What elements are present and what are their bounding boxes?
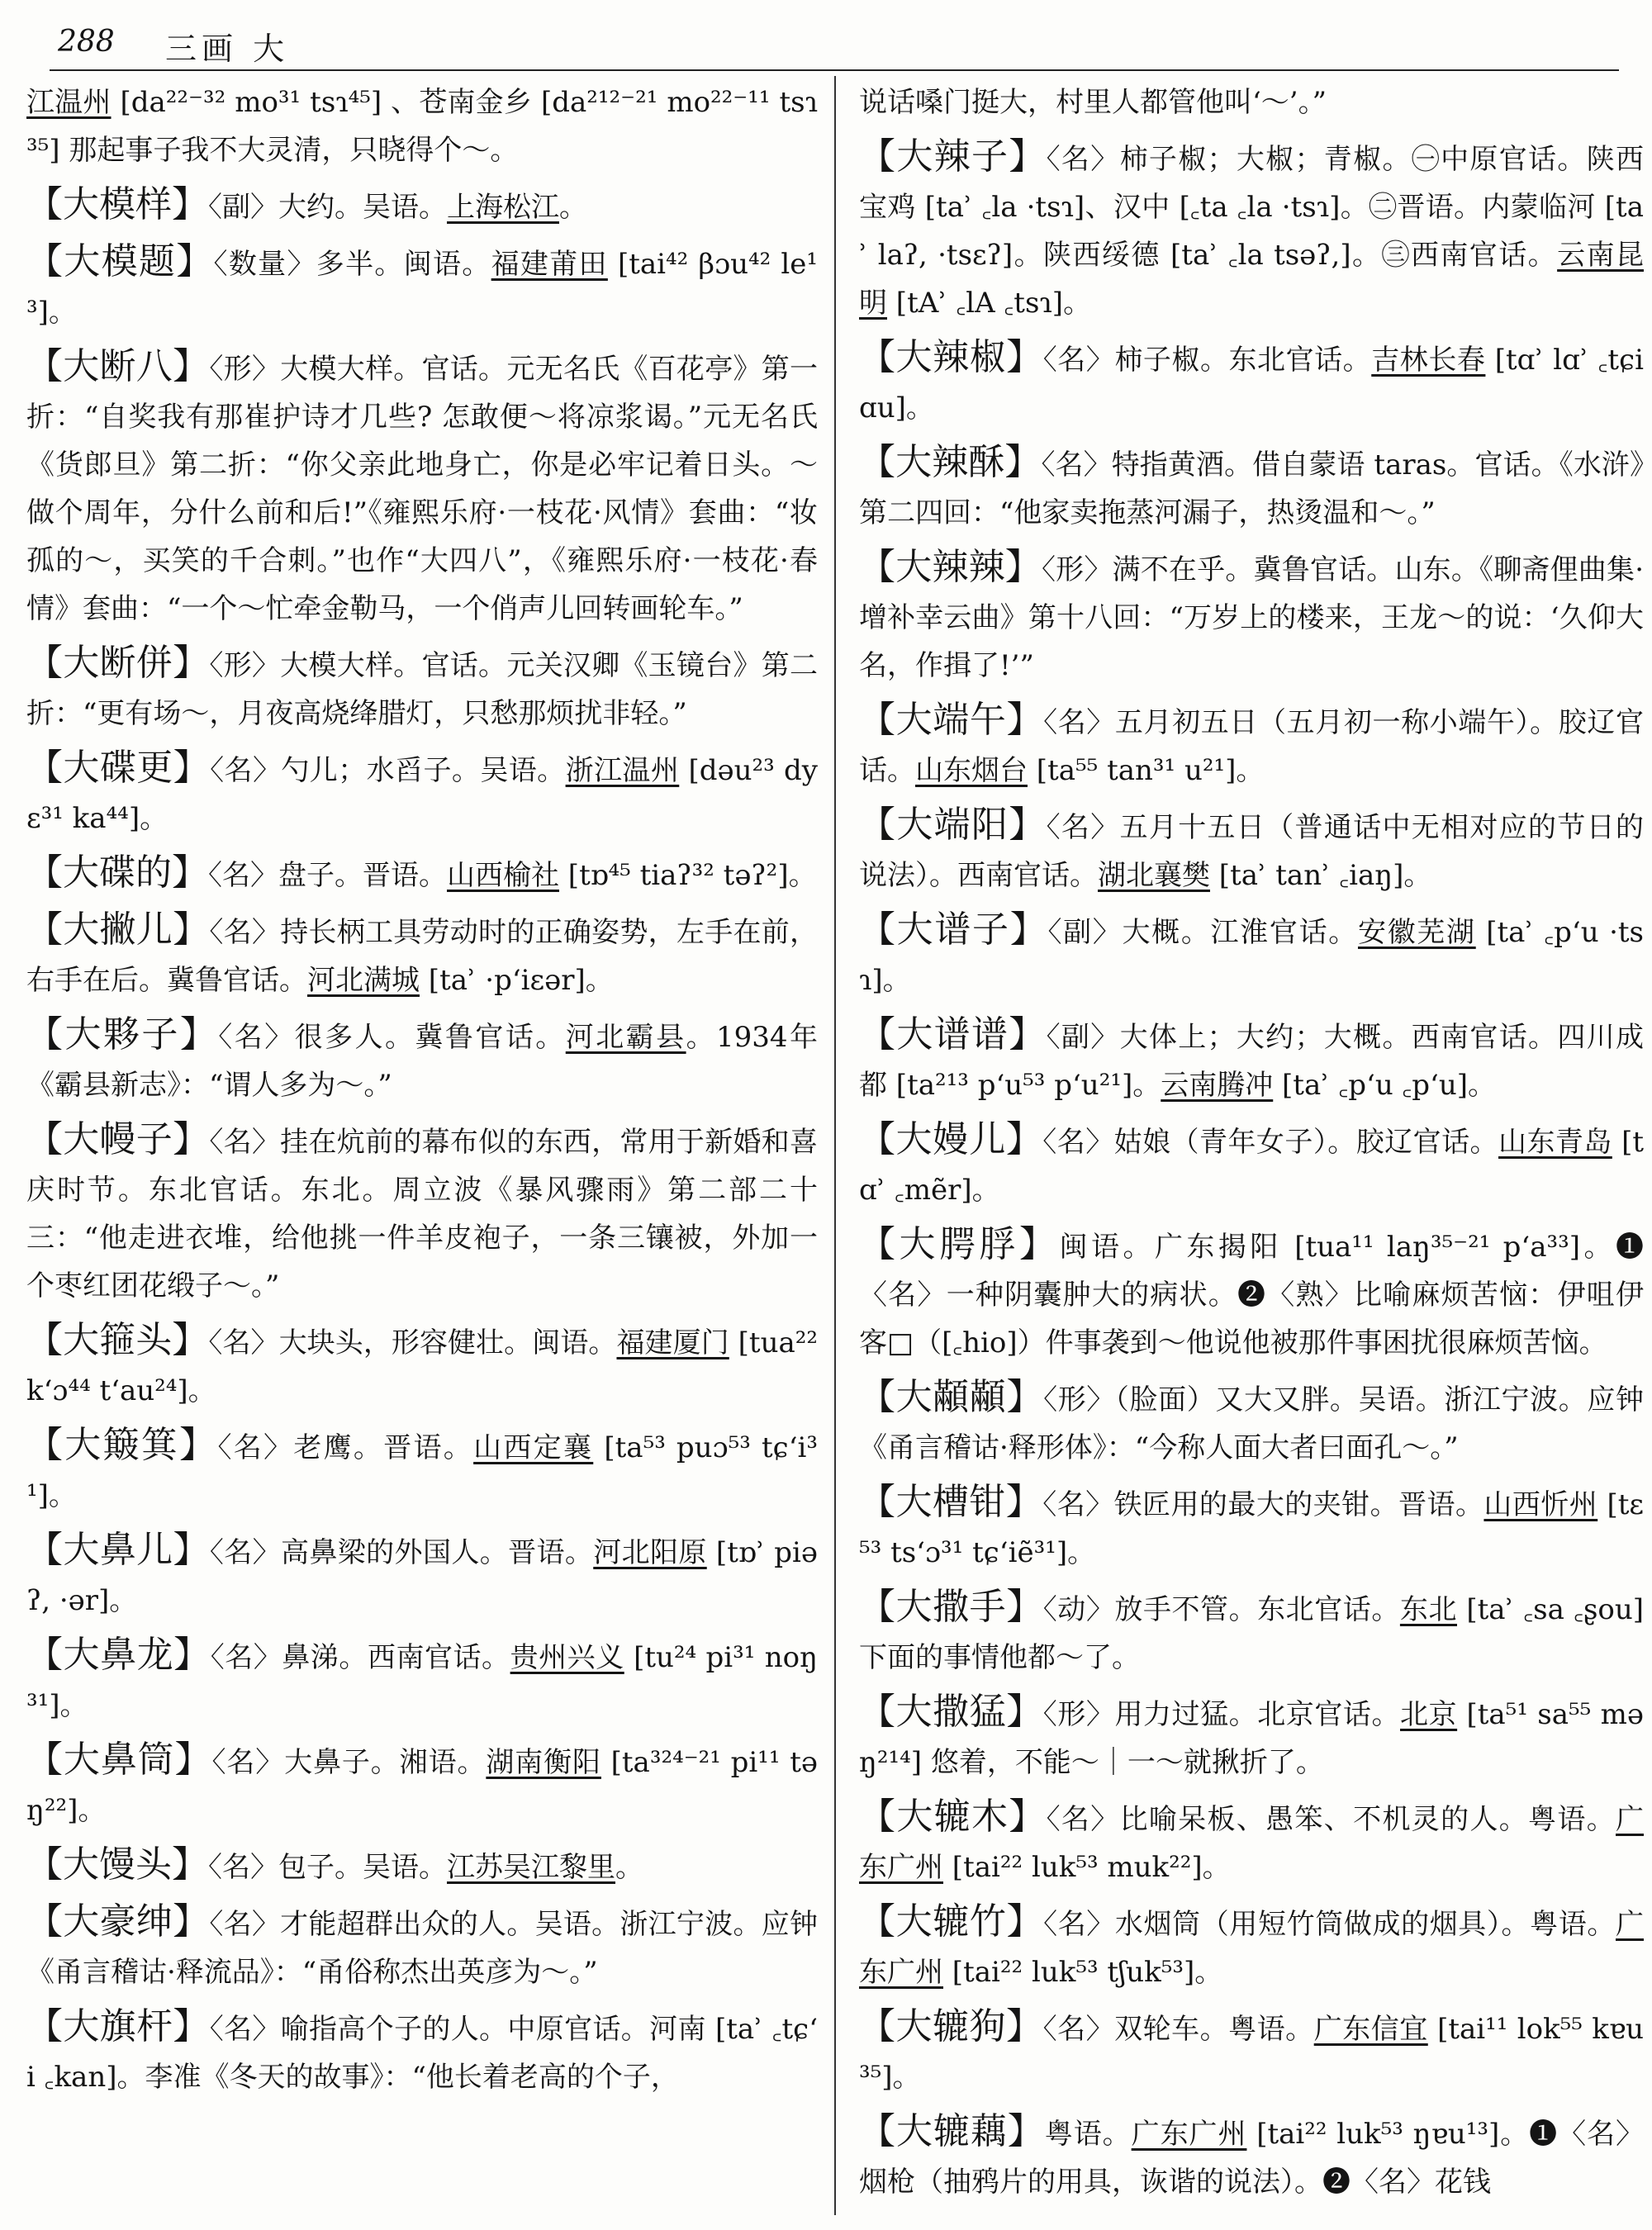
dictionary-entry bbox=[26, 744, 818, 842]
entry-definition: 〈名〉才能超群出众的人。吴语。浙江宁波。应钟《甬言稽诂·释流品》：“甬俗称杰出英彦为～。” bbox=[26, 1908, 818, 1989]
headword: 【大模题】 bbox=[26, 240, 214, 282]
entry-pronunciation: [taʾ ꜀pʻu ꜀pʻu]。 bbox=[1273, 1069, 1497, 1102]
entry-definition: 粤语。 bbox=[1044, 2118, 1132, 2151]
dictionary-entry bbox=[859, 696, 1644, 795]
location-name: 东北 bbox=[1399, 1593, 1457, 1626]
dictionary-entry bbox=[859, 801, 1644, 899]
entry-definition: 〈名〉姑娘（青年女子）。胶辽官话。 bbox=[1042, 1126, 1498, 1159]
entry-definition: 〈名〉持长柄工具劳动时的正确姿势，左手在前，右手在后。冀鲁官话。 bbox=[26, 916, 818, 997]
headword: 【大碟更】 bbox=[26, 747, 211, 789]
location-name: 安徽芜湖 bbox=[1357, 916, 1476, 949]
headword: 【大辘竹】 bbox=[859, 1900, 1044, 1943]
dictionary-entry bbox=[859, 906, 1644, 1004]
location-name: 云南腾冲 bbox=[1161, 1069, 1274, 1102]
headword: 【大端午】 bbox=[859, 699, 1044, 741]
dictionary-entry bbox=[859, 2003, 1644, 2101]
entry-pronunciation: [tɑʾ lɑʾ ꜀tɕiɑu]。 bbox=[859, 344, 1644, 425]
location-name: 北京 bbox=[1400, 1698, 1458, 1731]
column-divider bbox=[834, 76, 836, 2215]
entry-pronunciation: [tɑʾ ꜀mẽr]。 bbox=[859, 1126, 1644, 1207]
section-label: 三画 大 bbox=[165, 31, 290, 67]
headword: 【大馒头】 bbox=[26, 1843, 208, 1886]
entry-definition: 〈数量〉多半。闽语。 bbox=[213, 248, 491, 281]
entry-definition: 〈名〉挂在炕前的幕布似的东西，常用于新婚和喜庆时节。东北官话。东北。周立波《暴风骤雨》第二部二十三：“他走进衣堆，给他挑一件羊皮袍子，一条三镶被，外加一个枣红团花缎子～。” bbox=[26, 1126, 818, 1302]
entry-pronunciation: [tAʾ ꜀lA ꜀tsɿ]。 bbox=[887, 287, 1092, 320]
location-name: 云南昆明 bbox=[859, 239, 1644, 320]
headword: 【大模样】 bbox=[26, 183, 208, 225]
entry-definition: 〈名〉盘子。晋语。 bbox=[208, 859, 447, 892]
location-name: 江苏吴江黎里 bbox=[447, 1851, 615, 1884]
location-name: 福建厦门 bbox=[616, 1326, 729, 1359]
entry-definition: 〈名〉水烟筒（用短竹筒做成的烟具）。粤语。 bbox=[1043, 1908, 1616, 1941]
entry-definition: 〈名〉特指黄酒。借自蒙语 taras。官话。《水浒》第二四回：“他家卖拖蒸河漏子，热烫温和～。” bbox=[859, 448, 1644, 529]
dictionary-entry bbox=[26, 76, 818, 174]
dictionary-entry bbox=[26, 1526, 818, 1625]
entry-pronunciation: [dəu²³ dyɛ³¹ ka⁴⁴]。 bbox=[26, 754, 818, 835]
location-name: 湖南衡阳 bbox=[486, 1746, 601, 1779]
location-name: 浙江温州 bbox=[565, 754, 680, 787]
dictionary-entry bbox=[859, 1793, 1644, 1891]
entry-pronunciation: [taʾ ·pʻiɛər]。 bbox=[420, 964, 614, 997]
dictionary-entry bbox=[859, 334, 1644, 432]
entry-definition: 闽语。广东揭阳 [tua¹¹ laŋ³⁵⁻²¹ pʻa³³]。❶〈名〉一种阴囊肿大的病状。❷〈熟〉比喻麻烦苦恼：伊咀伊客□（[꜀hio]）件事袭到～他说他被那件事困扰很麻烦苦恼。 bbox=[859, 1231, 1644, 1359]
dictionary-entry bbox=[26, 639, 818, 738]
location-name: 上海松江 bbox=[447, 191, 559, 224]
dictionary-entry bbox=[859, 1478, 1644, 1577]
headword: 【大辘狗】 bbox=[859, 2005, 1043, 2047]
entry-definition: 〈名〉勺儿；水舀子。吴语。 bbox=[210, 754, 566, 787]
entry-pronunciation: [taʾ ꜀pʻu ·tsɿ]。 bbox=[859, 916, 1644, 997]
headword: 【大辣椒】 bbox=[859, 336, 1043, 378]
entry-definition: 〈副〉大体上；大约；大概。西南官话。四川成都 [ta²¹³ pʻu⁵³ pʻu²¹]。 bbox=[859, 1021, 1644, 1102]
entry-pronunciation: 。 bbox=[615, 1851, 643, 1884]
dictionary-entry bbox=[26, 1011, 818, 1109]
header-rule bbox=[50, 69, 1619, 71]
headword: 【大鼻儿】 bbox=[26, 1529, 210, 1571]
entry-definition: 说话嗓门挺大，村里人都管他叫‘～’。” bbox=[859, 86, 1327, 119]
entry-definition: 〈副〉大概。江淮官话。 bbox=[1047, 916, 1358, 949]
headword: 【大辘木】 bbox=[859, 1796, 1047, 1838]
dictionary-entry bbox=[26, 1841, 818, 1891]
dictionary-entry bbox=[26, 1631, 818, 1729]
page-header bbox=[50, 18, 1619, 67]
entry-definition: 〈副〉大约。吴语。 bbox=[208, 191, 447, 224]
location-name: 广东广州 bbox=[859, 1908, 1644, 1989]
right-column bbox=[859, 76, 1644, 2223]
dictionary-entry bbox=[859, 1688, 1644, 1786]
entry-definition: 〈名〉老鹰。晋语。 bbox=[217, 1431, 474, 1464]
headword: 【大鼻龙】 bbox=[26, 1634, 211, 1676]
entry-pronunciation: [tai¹¹ lok⁵⁵ kɐu³⁵]。 bbox=[859, 2013, 1644, 2094]
dictionary-entry bbox=[26, 1116, 818, 1310]
location-name: 湖北襄樊 bbox=[1098, 859, 1210, 892]
entry-pronunciation: [tɒ⁴⁵ tiaʔ³² təʔ²]。 bbox=[559, 859, 817, 892]
headword: 【大撇儿】 bbox=[26, 909, 210, 951]
headword: 【大碟的】 bbox=[26, 852, 208, 894]
dictionary-entry bbox=[859, 1011, 1644, 1109]
entry-definition: 〈动〉放手不管。东北官话。 bbox=[1042, 1593, 1400, 1626]
dictionary-entry bbox=[859, 76, 1644, 126]
dictionary-entry bbox=[26, 343, 818, 633]
location-name: 山东烟台 bbox=[915, 754, 1028, 787]
entry-pronunciation: [tu²⁴ pi³¹ noŋ³¹]。 bbox=[26, 1641, 818, 1722]
dictionary-entry bbox=[859, 1898, 1644, 1996]
headword: 【大谱子】 bbox=[859, 909, 1048, 951]
entry-pronunciation: [tai²² luk⁵³ tʃuk⁵³]。 bbox=[943, 1956, 1223, 1989]
entry-pronunciation: [tai²² luk⁵³ muk²²]。 bbox=[943, 1851, 1231, 1884]
entry-definition: 〈名〉鼻涕。西南官话。 bbox=[210, 1641, 510, 1674]
entry-pronunciation: [ta⁵³ puɔ⁵³ tɕʻi³¹]。 bbox=[26, 1431, 818, 1512]
headword: 【大幔子】 bbox=[26, 1118, 210, 1160]
location-name: 河北霸县 bbox=[565, 1021, 686, 1054]
entry-pronunciation: 。1934年《霸县新志》：“谓人多为～。” bbox=[26, 1021, 818, 1102]
entry-definition: 〈名〉高鼻梁的外国人。晋语。 bbox=[209, 1536, 594, 1569]
page-number: 288 bbox=[58, 25, 115, 59]
entry-pronunciation: [tai⁴² βɔu⁴² le¹³]。 bbox=[26, 248, 818, 329]
entry-pronunciation: [tɛ⁵³ tsʻɔ³¹ tɕʻiẽ³¹]。 bbox=[859, 1488, 1644, 1569]
dictionary-entry bbox=[26, 238, 818, 336]
entry-pronunciation: [tɒʾ piəʔ, ·ər]。 bbox=[26, 1536, 818, 1617]
entry-pronunciation: [ta⁵¹ sa⁵⁵ məŋ²¹⁴] 悠着，不能～｜一～就揪折了。 bbox=[859, 1698, 1644, 1779]
location-name: 贵州兴义 bbox=[510, 1641, 624, 1674]
dictionary-entry bbox=[859, 439, 1644, 537]
dictionary-entry bbox=[859, 543, 1644, 690]
entry-definition: 〈名〉铁匠用的最大的夹钳。晋语。 bbox=[1042, 1488, 1484, 1521]
location-name: 河北满城 bbox=[307, 964, 420, 997]
entry-pronunciation: [da²²⁻³² mo³¹ tsɿ⁴⁵] 、苍南金乡 [da²¹²⁻²¹ mo²²⁻¹¹ tsɿ³⁵] 那起事子我不大灵清，只晓得个～。 bbox=[26, 86, 818, 167]
headword: 【大端阳】 bbox=[859, 804, 1047, 846]
headword: 【大断八】 bbox=[26, 345, 210, 387]
left-column bbox=[26, 76, 818, 2223]
dictionary-entry bbox=[26, 906, 818, 1004]
entry-pronunciation: 。 bbox=[559, 191, 587, 224]
dictionary-entry bbox=[859, 133, 1644, 327]
location-name: 福建莆田 bbox=[491, 248, 608, 281]
headword: 【大嫚儿】 bbox=[859, 1118, 1043, 1160]
location-name: 山西榆社 bbox=[447, 859, 559, 892]
entry-definition: 〈名〉柿子椒；大椒；青椒。㊀中原官话。陕西宝鸡 [taʾ ꜀la ·tsɿ]、汉中 [꜀ta ꜀la ·tsɿ]。㊁晋语。内蒙临河 [taʾ laʔ, ·tsɛʔ]。陕西绥德 [taʾ ꜀la tsəʔ,]。㊂西南官话。 bbox=[859, 143, 1644, 272]
dictionary-entry bbox=[26, 1317, 818, 1415]
headword: 【大旗杆】 bbox=[26, 2005, 210, 2047]
entry-definition: 〈形〉用力过猛。北京官话。 bbox=[1042, 1698, 1400, 1731]
headword: 【大撒猛】 bbox=[859, 1691, 1043, 1733]
entry-definition: 〈名〉包子。吴语。 bbox=[208, 1851, 447, 1884]
entry-definition: 〈名〉大块头，形容健壮。闽语。 bbox=[208, 1326, 617, 1359]
entry-pronunciation: [taʾ ꜀sa ꜀ʂou] 下面的事情他都～了。 bbox=[859, 1593, 1644, 1674]
entry-definition: 〈名〉五月初五日（五月初一称小端午）。胶辽官话。 bbox=[859, 706, 1644, 787]
dictionary-entry bbox=[859, 1583, 1644, 1682]
entry-definition: 〈形〉大模大样。官话。元无名氏《百花亭》第一折：“自奖我有那崔护诗才几些? 怎敢便～将凉浆谒。”元无名氏《货郎旦》第二折：“你父亲此地身亡，你是必牢记着日头。～做个周年，分什么前和后!”《雍熙乐府·一枝花·风情》套曲：“妆孤的～，买笑的千合刺。”也作“大四八”，《雍熙乐府·一枝花·春情》套曲：“一个～忙牵金勒马，一个俏声儿回转画轮车。” bbox=[26, 353, 818, 625]
headword: 【大辣酥】 bbox=[859, 441, 1042, 483]
entry-definition: 〈名〉五月十五日（普通话中无相对应的节日的说法）。西南官话。 bbox=[859, 811, 1644, 892]
headword: 【大顢顢】 bbox=[859, 1376, 1044, 1418]
dictionary-entry bbox=[26, 1421, 818, 1520]
dictionary-entry bbox=[26, 181, 818, 231]
entry-definition: 〈名〉双轮车。粤语。 bbox=[1042, 2013, 1314, 2046]
entry-definition: 〈名〉喻指高个子的人。中原官话。河南 [taʾ ꜀tɕʻi ꜀kan]。李准《冬天的故事》：“他长着老高的个子， bbox=[26, 2013, 818, 2094]
entry-pronunciation: [tai²² luk⁵³ ŋɐu¹³]。❶〈名〉烟枪（抽鸦片的用具，诙谐的说法）。❷〈名〉花钱 bbox=[859, 2118, 1644, 2199]
headword: 【大鼻筒】 bbox=[26, 1739, 212, 1781]
headword: 【大簸箕】 bbox=[26, 1424, 218, 1466]
entry-definition: 〈形〉满不在乎。冀鲁官话。山东。《聊斋俚曲集·增补幸云曲》第十八回：“万岁上的楼来，王龙～的说：‘久仰大名，作揖了!’” bbox=[859, 553, 1644, 682]
headword: 【大断併】 bbox=[26, 642, 210, 684]
location-name: 河北阳原 bbox=[593, 1536, 707, 1569]
entry-pronunciation: [ta⁵⁵ tan³¹ u²¹]。 bbox=[1028, 754, 1265, 787]
entry-definition: 〈形〉（脸面）又大又胖。吴语。浙江宁波。应钟《甬言稽诂·释形体》：“今称人面大者曰面孔～。” bbox=[859, 1383, 1644, 1464]
entry-pronunciation: [tua²² kʻɔ⁴⁴ tʻau²⁴]。 bbox=[26, 1326, 818, 1407]
dictionary-entry bbox=[859, 1374, 1644, 1472]
dictionary-entry bbox=[26, 849, 818, 899]
dictionary-entry bbox=[859, 1116, 1644, 1214]
dictionary-entry bbox=[26, 2003, 818, 2101]
location-name: 山西定襄 bbox=[473, 1431, 594, 1464]
entry-definition: 〈名〉比喻呆板、愚笨、不机灵的人。粤语。 bbox=[1046, 1803, 1616, 1836]
dictionary-entry bbox=[26, 1898, 818, 1996]
location-name: 吉林长春 bbox=[1371, 344, 1486, 377]
entry-definition: 〈形〉大模大样。官话。元关汉卿《玉镜台》第二折：“更有场～，月夜高烧绛腊灯，只愁那烦扰非轻。” bbox=[26, 649, 818, 730]
entry-pronunciation: [taʾ tanʾ ꜀iaŋ]。 bbox=[1210, 859, 1432, 892]
location-name: 江温州 bbox=[26, 86, 112, 119]
location-name: 山东青岛 bbox=[1498, 1126, 1612, 1159]
entry-definition: 〈名〉大鼻子。湘语。 bbox=[211, 1746, 487, 1779]
headword: 【大辣辣】 bbox=[859, 546, 1042, 588]
dictionary-entry bbox=[859, 1221, 1644, 1367]
location-name: 广东广州 bbox=[859, 1803, 1644, 1884]
location-name: 广东信宜 bbox=[1313, 2013, 1428, 2046]
headword: 【大夥子】 bbox=[26, 1013, 219, 1056]
headword: 【大腭脬】 bbox=[859, 1223, 1060, 1265]
headword: 【大辣子】 bbox=[859, 135, 1047, 178]
entry-pronunciation: [ta³²⁴⁻²¹ pi¹¹ təŋ²²]。 bbox=[26, 1746, 818, 1827]
location-name: 广东广州 bbox=[1131, 2118, 1247, 2151]
headword: 【大豪绅】 bbox=[26, 1900, 210, 1943]
entry-definition: 〈名〉很多人。冀鲁官话。 bbox=[218, 1021, 566, 1054]
headword: 【大槽钳】 bbox=[859, 1481, 1043, 1523]
dictionary-entry bbox=[26, 1736, 818, 1834]
location-name: 山西忻州 bbox=[1483, 1488, 1598, 1521]
headword: 【大谱谱】 bbox=[859, 1013, 1047, 1056]
headword: 【大箍头】 bbox=[26, 1319, 209, 1361]
entry-definition: 〈名〉柿子椒。东北官话。 bbox=[1042, 344, 1372, 377]
headword: 【大辘藕】 bbox=[859, 2110, 1045, 2152]
headword: 【大撒手】 bbox=[859, 1586, 1043, 1628]
dictionary-entry bbox=[859, 2108, 1644, 2206]
